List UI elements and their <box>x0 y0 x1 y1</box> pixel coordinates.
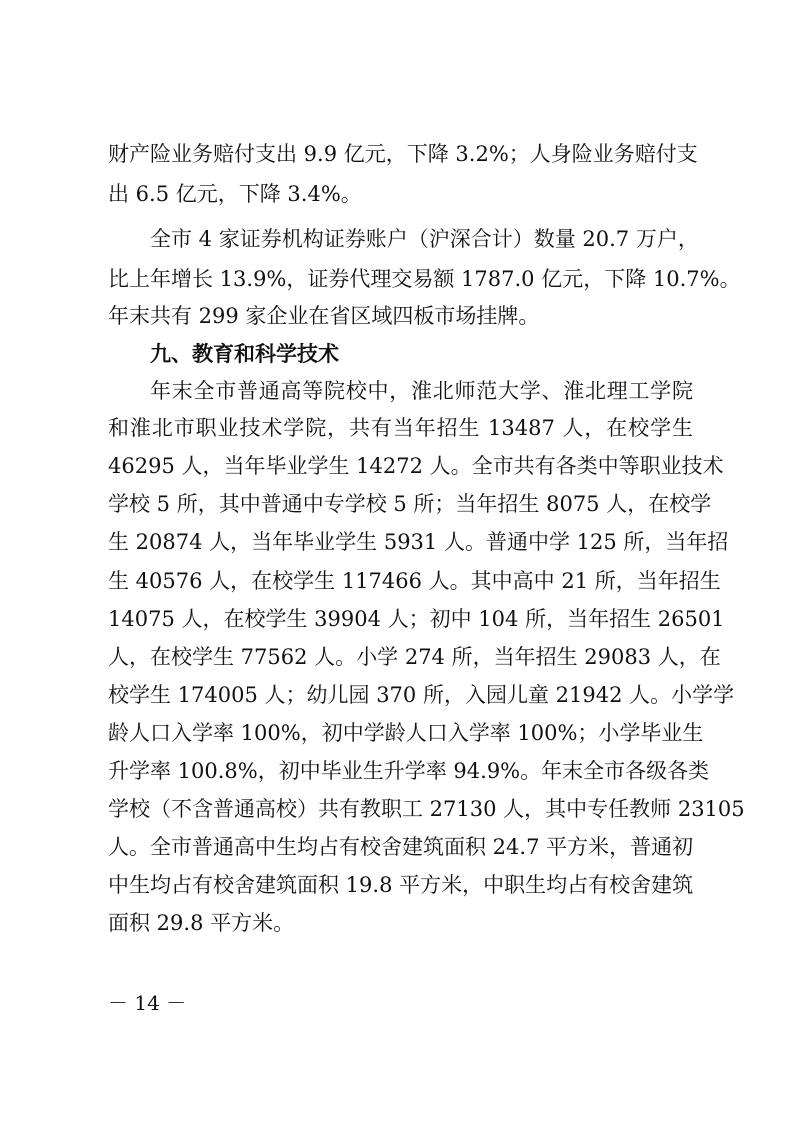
paragraph-1-line-1: 财产险业务赔付支出 9.9 亿元，下降 3.2%；人身险业务赔付支 <box>108 142 698 166</box>
education-line-12: 学校（不含普通高校）共有教职工 27130 人，其中专任教师 23105 <box>108 797 745 821</box>
education-line-14: 中生均占有校舍建筑面积 19.8 平方米，中职生均占有校舍建筑 <box>108 873 694 897</box>
education-line-2: 和淮北市职业技术学院，共有当年招生 13487 人，在校学生 <box>108 416 693 440</box>
education-line-8: 人，在校学生 77562 人。小学 274 所，当年招生 29083 人，在 <box>108 645 721 669</box>
education-line-1: 年末全市普通高等院校中，淮北师范大学、淮北理工学院 <box>150 379 693 403</box>
paragraph-1-line-2: 出 6.5 亿元，下降 3.4%。 <box>108 182 362 206</box>
education-line-11: 升学率 100.8%，初中毕业生升学率 94.9%。年末全市各级各类 <box>108 759 710 783</box>
education-line-10: 龄人口入学率 100%，初中学龄人口入学率 100%；小学毕业生 <box>108 721 704 745</box>
education-line-5: 生 20874 人，当年毕业学生 5931 人。普通中学 125 所，当年招 <box>108 530 729 554</box>
section-heading: 九、教育和科学技术 <box>150 342 339 366</box>
education-line-3: 46295 人，当年毕业学生 14272 人。全市共有各类中等职业技术 <box>108 454 724 478</box>
education-line-15: 面积 29.8 平方米。 <box>108 911 295 935</box>
education-line-9: 校学生 174005 人；幼儿园 370 所，入园儿童 21942 人。小学学 <box>108 683 735 707</box>
education-line-13: 人。全市普通高中生均占有校舍建筑面积 24.7 平方米，普通初 <box>108 835 694 859</box>
education-line-6: 生 40576 人，在校学生 117466 人。其中高中 21 所，当年招生 <box>108 569 721 593</box>
paragraph-2-line-1: 全市 4 家证券机构证券账户（沪深合计）数量 20.7 万户， <box>150 227 699 251</box>
paragraph-2-line-3: 年末共有 299 家企业在省区域四板市场挂牌。 <box>108 304 540 328</box>
paragraph-2-line-2: 比上年增长 13.9%，证券代理交易额 1787.0 亿元，下降 10.7%。 <box>108 267 741 291</box>
education-line-4: 学校 5 所，其中普通中专学校 5 所；当年招生 8075 人，在校学 <box>108 492 712 516</box>
education-line-7: 14075 人，在校学生 39904 人；初中 104 所，当年招生 26501 <box>108 607 725 631</box>
page-number: － 14 － <box>108 991 187 1015</box>
